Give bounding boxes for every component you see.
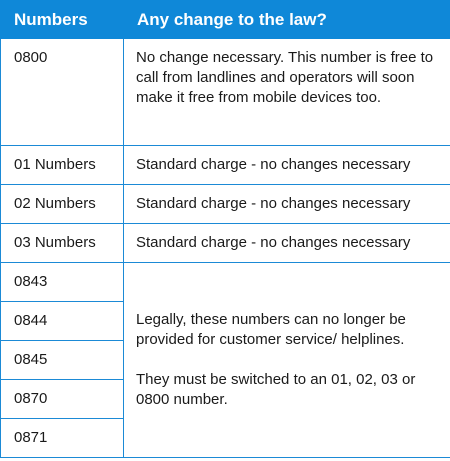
header-row	[1, 1, 450, 39]
number-cell: 02 Numbers	[1, 185, 124, 224]
table-header	[1, 1, 450, 39]
table-row	[1, 146, 450, 185]
change-cell: Standard charge - no changes necessary	[124, 146, 450, 185]
header-numbers: Numbers	[1, 1, 124, 39]
number-cell: 01 Numbers	[1, 146, 124, 185]
number-cell: 0870	[1, 380, 124, 419]
table-row	[1, 263, 450, 302]
table-row	[1, 39, 450, 146]
number-cell: 0844	[1, 302, 124, 341]
premium-change-text-2: They must be switched to an 01, 02, 03 or 0800 number.	[136, 371, 416, 408]
number-cell: 0845	[1, 341, 124, 380]
change-cell: Standard charge - no changes necessary	[124, 185, 450, 224]
number-cell: 03 Numbers	[1, 224, 124, 263]
premium-change-cell	[124, 263, 450, 458]
premium-change-text-1: Legally, these numbers can no longer be provided for customer service/ helplines.	[136, 311, 406, 348]
number-cell: 0871	[1, 419, 124, 458]
table-row	[1, 224, 450, 263]
table-row	[1, 185, 450, 224]
header-change: Any change to the law?	[124, 1, 450, 39]
number-cell: 0843	[1, 263, 124, 302]
change-cell: No change necessary. This number is free to call from landlines and operators will soon make it free from mobile devices too.	[124, 39, 450, 146]
table-body	[1, 39, 450, 458]
number-cell: 0800	[1, 39, 124, 146]
change-cell: Standard charge - no changes necessary	[124, 224, 450, 263]
